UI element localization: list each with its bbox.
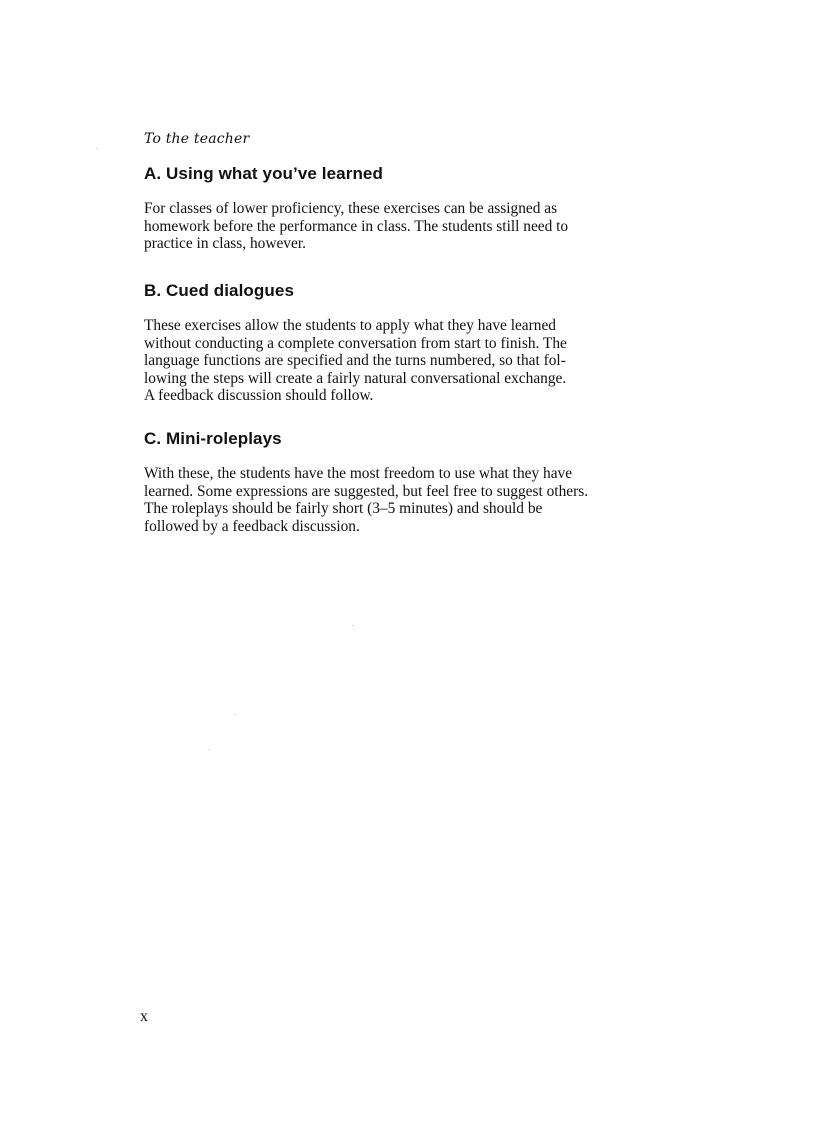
- scan-speck: [96, 148, 98, 149]
- section-cued-dialogues: [144, 281, 624, 405]
- section-body: For classes of lower proficiency, these exercises can be assigned as homework before the performance in class. The students still need to practice in class, however.: [144, 200, 569, 252]
- section-body: With these, the students have the most freedom to use what they have learned. Some expressions are suggested, but feel free to suggest others. The roleplays should be fairly short (3–5 minutes) and should be followed by a feedback discussion.: [144, 465, 589, 535]
- scan-speck: [208, 749, 210, 750]
- section-heading: B. Cued dialogues: [144, 281, 294, 300]
- section-body: These exercises allow the students to apply what they have learned without conducting a complete conversation from start to finish. The language functions are specified and the turns numbered, so that fol- lowing the steps will create a fairly natural conversational exchange. A feedback discussion should follow.: [144, 317, 567, 404]
- page-number: x: [140, 1008, 148, 1025]
- running-head: To the teacher: [144, 131, 250, 147]
- section-heading: C. Mini-roleplays: [144, 429, 282, 448]
- section-mini-roleplays: [144, 429, 624, 535]
- section-using-what-youve-learned: [144, 164, 624, 253]
- section-heading: A. Using what you’ve learned: [144, 164, 383, 183]
- scan-speck: [352, 625, 354, 626]
- scan-speck: [234, 714, 236, 715]
